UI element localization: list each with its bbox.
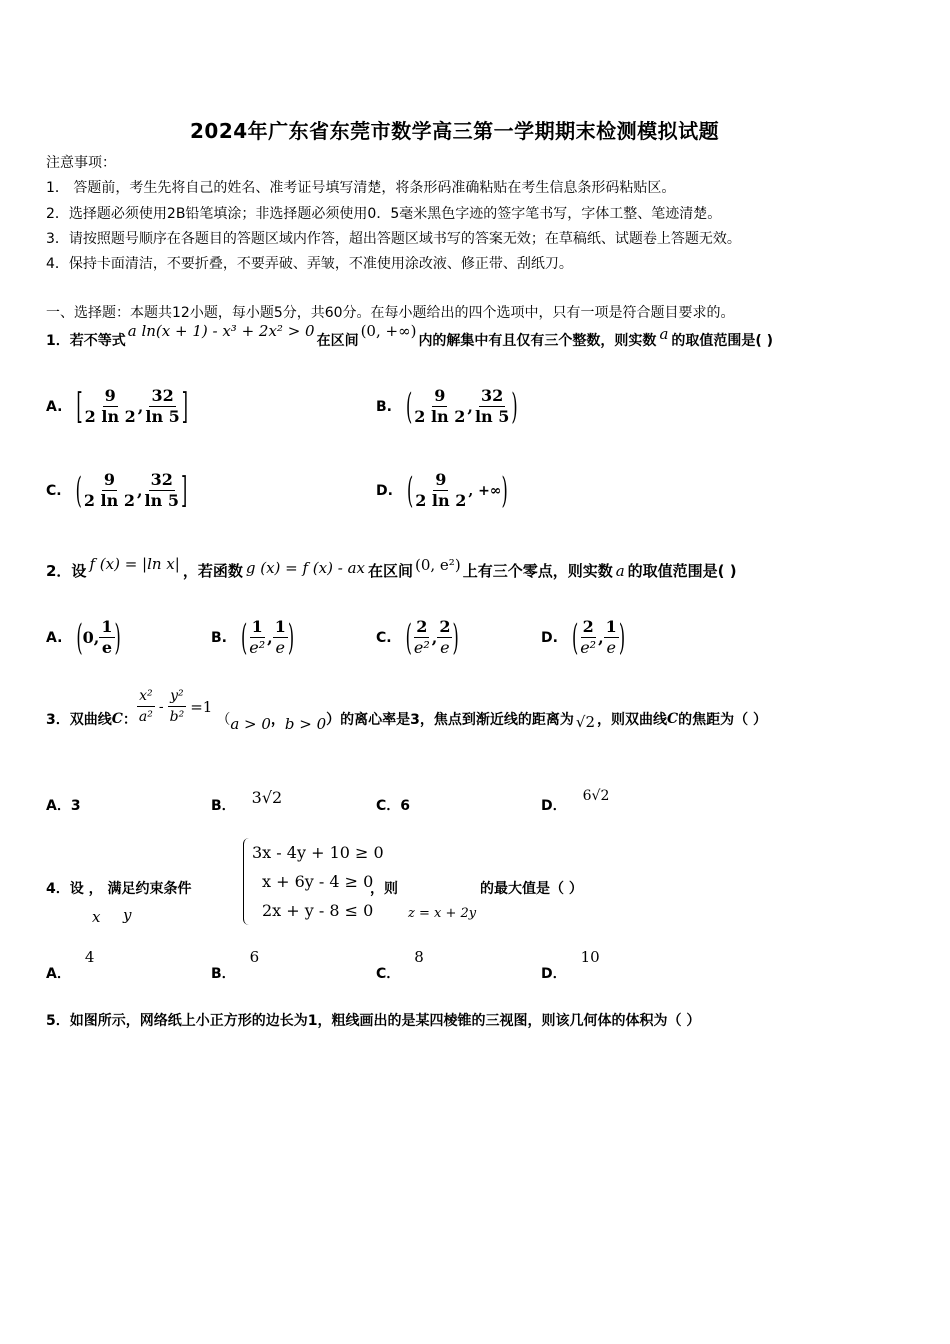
option-math: 10 <box>580 948 600 966</box>
q2-text: 2．设 <box>46 562 87 580</box>
q2-option-b[interactable] <box>211 617 294 658</box>
q3-curve: C <box>111 710 123 727</box>
q2-option-a[interactable] <box>46 617 121 658</box>
option-math: 6 <box>249 948 260 966</box>
q3-text: （ <box>216 711 231 728</box>
q3-frac-y: $\frac{\text{y²}}{\text{b²}}$ <box>169 688 185 725</box>
option-label: B. <box>376 398 392 415</box>
q3-text: ， <box>270 711 285 728</box>
q2-f: f (x) = |ln x| <box>89 554 180 573</box>
option-label: C．6 <box>376 798 411 814</box>
q2-option-d[interactable] <box>541 617 625 658</box>
notice-item: 4．保持卡面清洁，不要折叠，不要弄破、弄皱，不准使用涂改液、修正带、刮纸刀。 <box>46 256 573 272</box>
q3-curve: C <box>667 710 679 727</box>
q3-eq: =1 <box>190 697 213 716</box>
q4-option-d[interactable] <box>541 948 600 983</box>
q3-option-d[interactable] <box>541 788 609 815</box>
q4-text: ，则 <box>370 881 398 897</box>
q4-option-c[interactable] <box>376 948 424 983</box>
q2-g: g (x) = f (x) - ax <box>245 558 365 577</box>
option-label: B． <box>211 966 236 982</box>
option-label: B． <box>211 798 236 814</box>
option-math: 3√2 <box>251 788 283 807</box>
constraint: x + 6y - 4 ≥ 0 <box>262 872 374 891</box>
q1-option-d[interactable] <box>376 470 508 511</box>
option-label: C. <box>46 482 62 499</box>
q3-sqrt: √2 <box>575 712 596 731</box>
section-heading: 一、选择题：本题共12小题，每小题5分，共60分。在每小题给出的四个选项中，只有一项是符合题目要求的。 <box>46 305 735 321</box>
q3-text: ，则双曲线 <box>597 711 668 728</box>
q1-text: 内的解集中有且仅有三个整数，则实数 <box>418 333 657 349</box>
q2-var: a <box>615 561 625 580</box>
q2-text: ，若函数 <box>182 562 243 580</box>
option-math: ( 0, $\frac{1}{e}$ ) <box>76 616 121 659</box>
q1-inequality: a ln(x + 1) - x³ + 2x² > 0 <box>127 322 315 340</box>
option-label: A. <box>46 398 63 415</box>
q1-text: 的取值范围是( ) <box>671 333 774 349</box>
q1-var: a <box>659 325 669 343</box>
notice-item: 3．请按照题号顺序在各题目的答题区域内作答，超出答题区域书写的答案无效；在草稿纸、试题卷上答题无效。 <box>46 231 741 247</box>
question-2 <box>46 554 737 581</box>
option-math: 6√2 <box>582 788 610 804</box>
q1-option-a[interactable] <box>46 386 188 427</box>
option-label: A．3 <box>46 798 81 814</box>
question-5: 5．如图所示，网络纸上小正方形的边长为1，粗线画出的是某四棱锥的三视图，则该几何体的体积为（ ） <box>46 1013 701 1029</box>
q4-var-x: x <box>92 908 101 926</box>
option-math: ( $\frac{9}{2 \ln 2}$ , $\frac{32}{\ln 5}$ ] <box>75 469 188 512</box>
q3-text: ）的离心率是3，焦点到渐近线的距离为 <box>326 711 574 728</box>
q3-cond-b: b > 0 <box>284 714 327 733</box>
q3-option-a[interactable] <box>46 795 81 815</box>
q3-option-b[interactable] <box>211 788 282 815</box>
option-math: 4 <box>84 948 95 966</box>
q2-text: 的取值范围是( ) <box>627 562 737 580</box>
q1-interval: (0, +∞) <box>360 322 417 340</box>
q4-constraint-system <box>243 838 384 925</box>
q1-option-b[interactable] <box>376 386 518 427</box>
q3-frac-x: $\frac{\text{x²}}{\text{a²}}$ <box>138 688 153 725</box>
option-label: D. <box>541 629 558 646</box>
option-math: ( $\frac{2}{\text{e²}}$ , $\frac{1}{e}$ ) <box>571 616 626 659</box>
q3-text: 的焦距为（ ） <box>678 711 768 728</box>
q4-option-b[interactable] <box>211 948 259 983</box>
question-1 <box>46 322 774 350</box>
option-label: C. <box>376 629 392 646</box>
q1-text: 在区间 <box>316 333 359 349</box>
option-label: A. <box>46 629 63 646</box>
q3-text: ： <box>122 711 137 728</box>
page-title: 2024年广东省东莞市数学高三第一学期期末检测模拟试题 <box>190 119 720 143</box>
q4-text: 4．设 ， 满足约束条件 <box>46 881 192 897</box>
option-label: A． <box>46 966 71 982</box>
option-label: B. <box>211 629 227 646</box>
option-math: 8 <box>414 948 424 966</box>
option-label: C． <box>376 966 401 982</box>
q4-objective: z = x + 2y <box>408 906 477 921</box>
option-math: ( $\frac{2}{\text{e²}}$ , $\frac{2}{e}$ ) <box>405 616 459 659</box>
option-label: D. <box>376 482 393 499</box>
q2-text: 在区间 <box>367 562 413 580</box>
q3-cond-a: a > 0 <box>230 714 271 733</box>
q3-option-c[interactable] <box>376 795 410 815</box>
option-label: D． <box>541 966 567 982</box>
q3-text: 3．双曲线 <box>46 711 112 728</box>
q2-text: 上有三个零点，则实数 <box>462 562 613 580</box>
option-math: [ $\frac{9}{2 \ln 2}$ , $\frac{32}{\ln 5}$ ] <box>76 385 189 428</box>
constraint: 2x + y - 8 ≤ 0 <box>262 901 374 920</box>
notice-heading: 注意事项： <box>46 155 116 171</box>
q4-var-y: y <box>123 906 132 924</box>
notice-item: 1． 答题前，考生先将自己的姓名、准考证号填写清楚，将条形码准确粘贴在考生信息条形码粘贴区。 <box>46 180 676 196</box>
question-3 <box>46 688 768 739</box>
option-label: D． <box>541 798 567 814</box>
q3-minus: - <box>158 698 164 715</box>
option-math: ( $\frac{9}{2 \ln 2}$ , +∞ ) <box>406 469 508 512</box>
option-math: ( $\frac{1}{\text{e²}}$ , $\frac{1}{e}$ ) <box>241 616 295 659</box>
q1-text: 1．若不等式 <box>46 333 126 349</box>
q4-option-a[interactable] <box>46 948 94 983</box>
constraint: 3x - 4y + 10 ≥ 0 <box>252 843 384 862</box>
q1-option-c[interactable] <box>46 470 187 511</box>
q2-interval: (0, e²) <box>415 555 461 574</box>
q2-option-c[interactable] <box>376 617 459 658</box>
q4-text: 的最大值是（ ） <box>480 881 583 897</box>
option-math: ( $\frac{9}{2 \ln 2}$ , $\frac{32}{\ln 5}$ ) <box>406 385 518 428</box>
notice-item: 2．选择题必须使用2B铅笔填涂；非选择题必须使用0．5毫米黑色字迹的签字笔书写，字体工整、笔迹清楚。 <box>46 206 722 222</box>
